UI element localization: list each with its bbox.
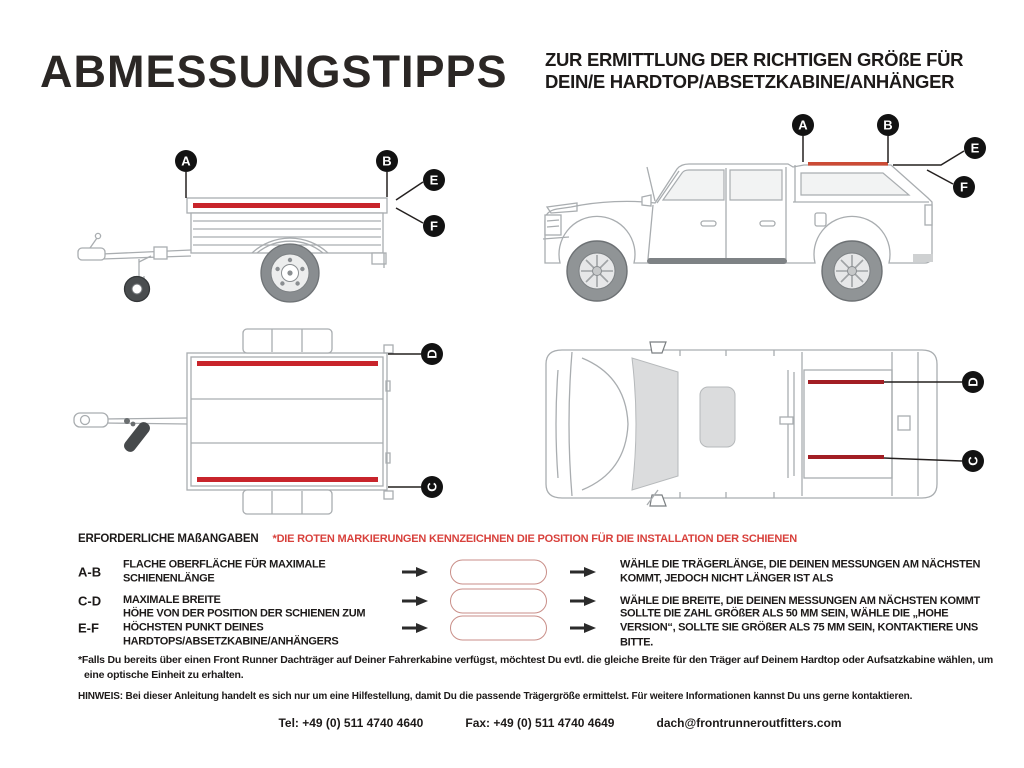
required-measurements-header — [78, 533, 797, 545]
truck-side-view-diagram — [505, 105, 1015, 320]
label-f: F — [960, 179, 968, 195]
rocker-panel — [647, 258, 787, 264]
measurement-input-ef[interactable] — [450, 616, 547, 641]
measurement-code: C-D — [78, 593, 102, 609]
contact-fax: Fax: +49 (0) 511 4740 4649 — [465, 716, 615, 730]
rail-position-marking — [808, 162, 888, 166]
label-d-marker — [388, 343, 443, 365]
rail-position-marking — [193, 203, 380, 208]
measurement-description: FLACHE OBERFLÄCHE FÜR MAXIMALE SCHIENENLÄNGE — [123, 558, 326, 584]
handbrake-lever — [122, 420, 152, 454]
label-b-marker — [376, 150, 398, 197]
trailer-wheel — [252, 238, 328, 302]
label-f-marker — [927, 170, 975, 198]
label-b-marker — [877, 114, 899, 163]
label-d: D — [965, 377, 981, 387]
asterisk-footnote: *Falls Du bereits über einen Front Runner Dachträger auf Deiner Fahrerkabine verfügst, möchtest Du evtl. die gleiche Breite für den Träger auf Deinem Hardtop oder Aufsatzkabine wählen, um eine optische Einheit zu erhalten. — [78, 654, 994, 682]
measurement-description: HÖHE VON DER POSITION DER SCHIENEN ZUM HÖCHSTEN PUNKT DEINES HARDTOPS/ABSETZKABINE/ANHÄNGERS — [123, 607, 366, 647]
arrow-right-icon — [570, 567, 596, 577]
label-c: C — [424, 482, 440, 492]
page-subtitle — [545, 49, 965, 93]
label-d: D — [424, 349, 440, 359]
measurement-code: A-B — [78, 564, 102, 580]
rear-bumper — [913, 254, 933, 262]
label-c: C — [965, 456, 981, 466]
trailer-drawbar — [78, 233, 191, 260]
label-a-marker — [792, 114, 814, 162]
trailer-top-view-diagram — [40, 325, 470, 525]
contact-info — [95, 716, 1024, 730]
measurement-instruction: WÄHLE DIE TRÄGERLÄNGE, DIE DEINEN MESSUNGEN AM NÄCHSTEN KOMMT, JEDOCH NICHT LÄNGER IST ALS — [620, 558, 981, 585]
section-title: ERFORDERLICHE MAßANGABEN — [78, 533, 259, 545]
measurement-row-ef — [0, 607, 1024, 649]
red-markings-note: *DIE ROTEN MARKIERUNGEN KENNZEICHNEN DIE POSITION FÜR DIE INSTALLATION DER SCHIENEN — [272, 533, 797, 545]
trailer-jockey-wheel — [125, 256, 152, 302]
contact-email: dach@frontrunneroutfitters.com — [656, 716, 842, 730]
measurement-input-ab[interactable] — [450, 560, 547, 585]
sunroof — [700, 387, 735, 447]
rail-position-marking — [197, 477, 378, 482]
measurement-code: E-F — [78, 620, 99, 636]
subtitle-line-1: ZUR ERMITTLUNG DER RICHTIGEN GRÖßE FÜR — [545, 49, 964, 70]
trailer-drawbar — [74, 413, 187, 454]
arrow-right-icon — [402, 623, 428, 633]
label-e: E — [429, 172, 439, 188]
measurement-description: MAXIMALE BREITE — [123, 594, 221, 607]
truck-top-view-diagram — [530, 340, 990, 520]
rail-position-marking — [808, 455, 884, 459]
label-b: B — [382, 153, 392, 169]
measurement-instruction: WÄHLE DIE BREITE, DIE DEINEN MESSUNGEN AM NÄCHSTEN KOMMT — [620, 594, 980, 607]
label-e: E — [970, 140, 980, 156]
measurement-row-ab — [0, 556, 1024, 588]
contact-tel: Tel: +49 (0) 511 4740 4640 — [278, 716, 424, 730]
label-a: A — [798, 117, 808, 133]
label-f-marker — [396, 208, 445, 237]
arrow-right-icon — [570, 596, 596, 606]
truck-body-top — [546, 342, 937, 506]
arrow-right-icon — [570, 623, 596, 633]
label-e-marker — [893, 137, 986, 165]
label-f: F — [430, 218, 438, 234]
arrow-right-icon — [402, 596, 428, 606]
label-a: A — [181, 153, 191, 169]
rail-position-marking — [197, 361, 378, 366]
rail-position-marking — [808, 380, 884, 384]
windshield — [632, 358, 678, 490]
trailer-side-view-diagram — [40, 118, 470, 318]
label-c-marker — [388, 476, 443, 498]
subtitle-line-2: DEIN/E HARDTOP/ABSETZKABINE/ANHÄNGER — [545, 70, 955, 92]
label-b: B — [883, 117, 893, 133]
label-e-marker — [396, 169, 445, 200]
hint-footnote: HINWEIS: Bei dieser Anleitung handelt es sich nur um eine Hilfestellung, damit Du die passende Trägergröße ermittelst. Für weitere Informationen kannst Du uns gerne kontaktieren. — [78, 691, 913, 702]
arrow-right-icon — [402, 567, 428, 577]
measurement-instruction: SOLLTE DIE ZAHL GRÖßER ALS 50 MM SEIN, WÄHLE DIE „HOHE VERSION“, SOLLTE SIE GRÖßER ALS 75 MM SEIN, KONTAKTIERE UNS BITTE. — [620, 607, 978, 649]
page-title: ABMESSUNGSTIPPS — [40, 46, 508, 97]
label-a-marker — [175, 150, 197, 198]
trailer-deck — [187, 329, 393, 514]
